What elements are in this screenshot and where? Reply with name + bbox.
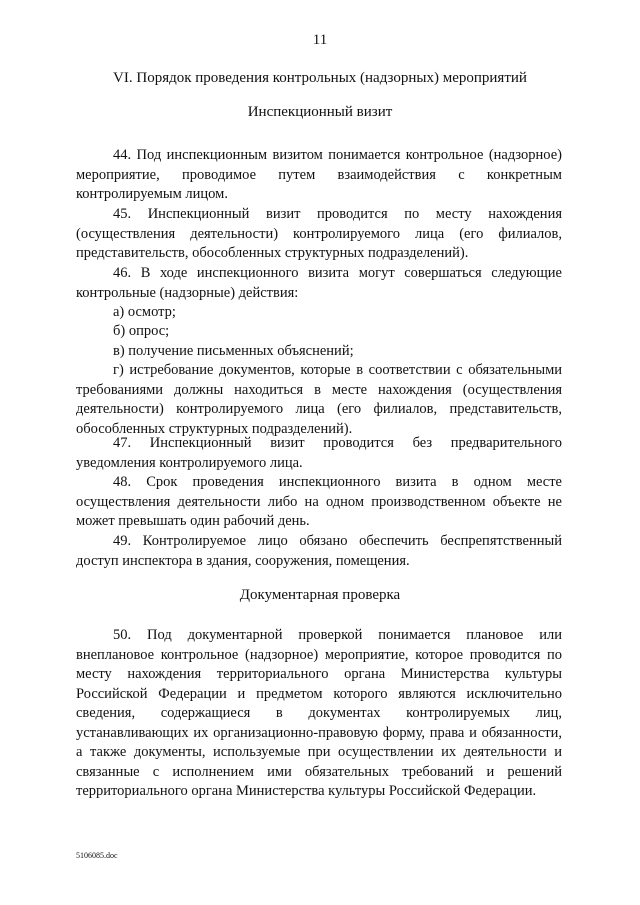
paragraph-50: 50. Под документарной проверкой понимается плановое или внеплановое контрольное (надзорное) мероприятие, которое проводится по месту нахождения территориального органа Министерства культуры Российской Федерации и предметом которого являются исключительно сведения, содержащиеся в документах контролируемых лиц, устанавливающих их организационно-правовую форму, права и обязанности, а также документы, используемые при осуществлении их деятельности и связанные с исполнением ими обязательных требований и решений территориального органа Министерства культуры Российской Федерации. (76, 627, 562, 799)
list-item-a: а) осмотр; (113, 304, 176, 320)
subheading-documentary-check: Документарная проверка (239, 587, 401, 603)
page-number: 11 (312, 32, 328, 48)
paragraph-47: 47. Инспекционный визит проводится без предварительного уведомления контролируемого лица. (76, 435, 562, 471)
list-item-b: б) опрос; (113, 323, 170, 339)
footer-document-code: 5106085.doc (76, 851, 118, 860)
section-heading: VI. Порядок проведения контрольных (надзорных) мероприятий (113, 70, 527, 86)
subheading-inspection-visit: Инспекционный визит (247, 104, 393, 120)
list-item-c: в) получение письменных объяснений; (113, 343, 354, 359)
paragraph-45: 45. Инспекционный визит проводится по месту нахождения (осуществления деятельности) контролируемого лица (его филиалов, представительств, обособленных структурных подразделений). (76, 206, 562, 261)
paragraph-44: 44. Под инспекционным визитом понимается контрольное (надзорное) мероприятие, проводимое путем взаимодействия с конкретным контролируемым лицом. (76, 147, 562, 202)
list-item-d: г) истребование документов, которые в соответствии с обязательными требованиями должны находиться в месте нахождения (осуществления деятельности) контролируемого лица (его филиалов, представительств, обособленных структурных подразделений). (76, 362, 562, 437)
paragraph-48: 48. Срок проведения инспекционного визита в одном месте осуществления деятельности либо на одном производственном объекте не может превышать один рабочий день. (76, 474, 562, 529)
paragraph-46: 46. В ходе инспекционного визита могут совершаться следующие контрольные (надзорные) действия: (76, 265, 562, 301)
paragraph-49: 49. Контролируемое лицо обязано обеспечить беспрепятственный доступ инспектора в здания, сооружения, помещения. (76, 533, 562, 569)
